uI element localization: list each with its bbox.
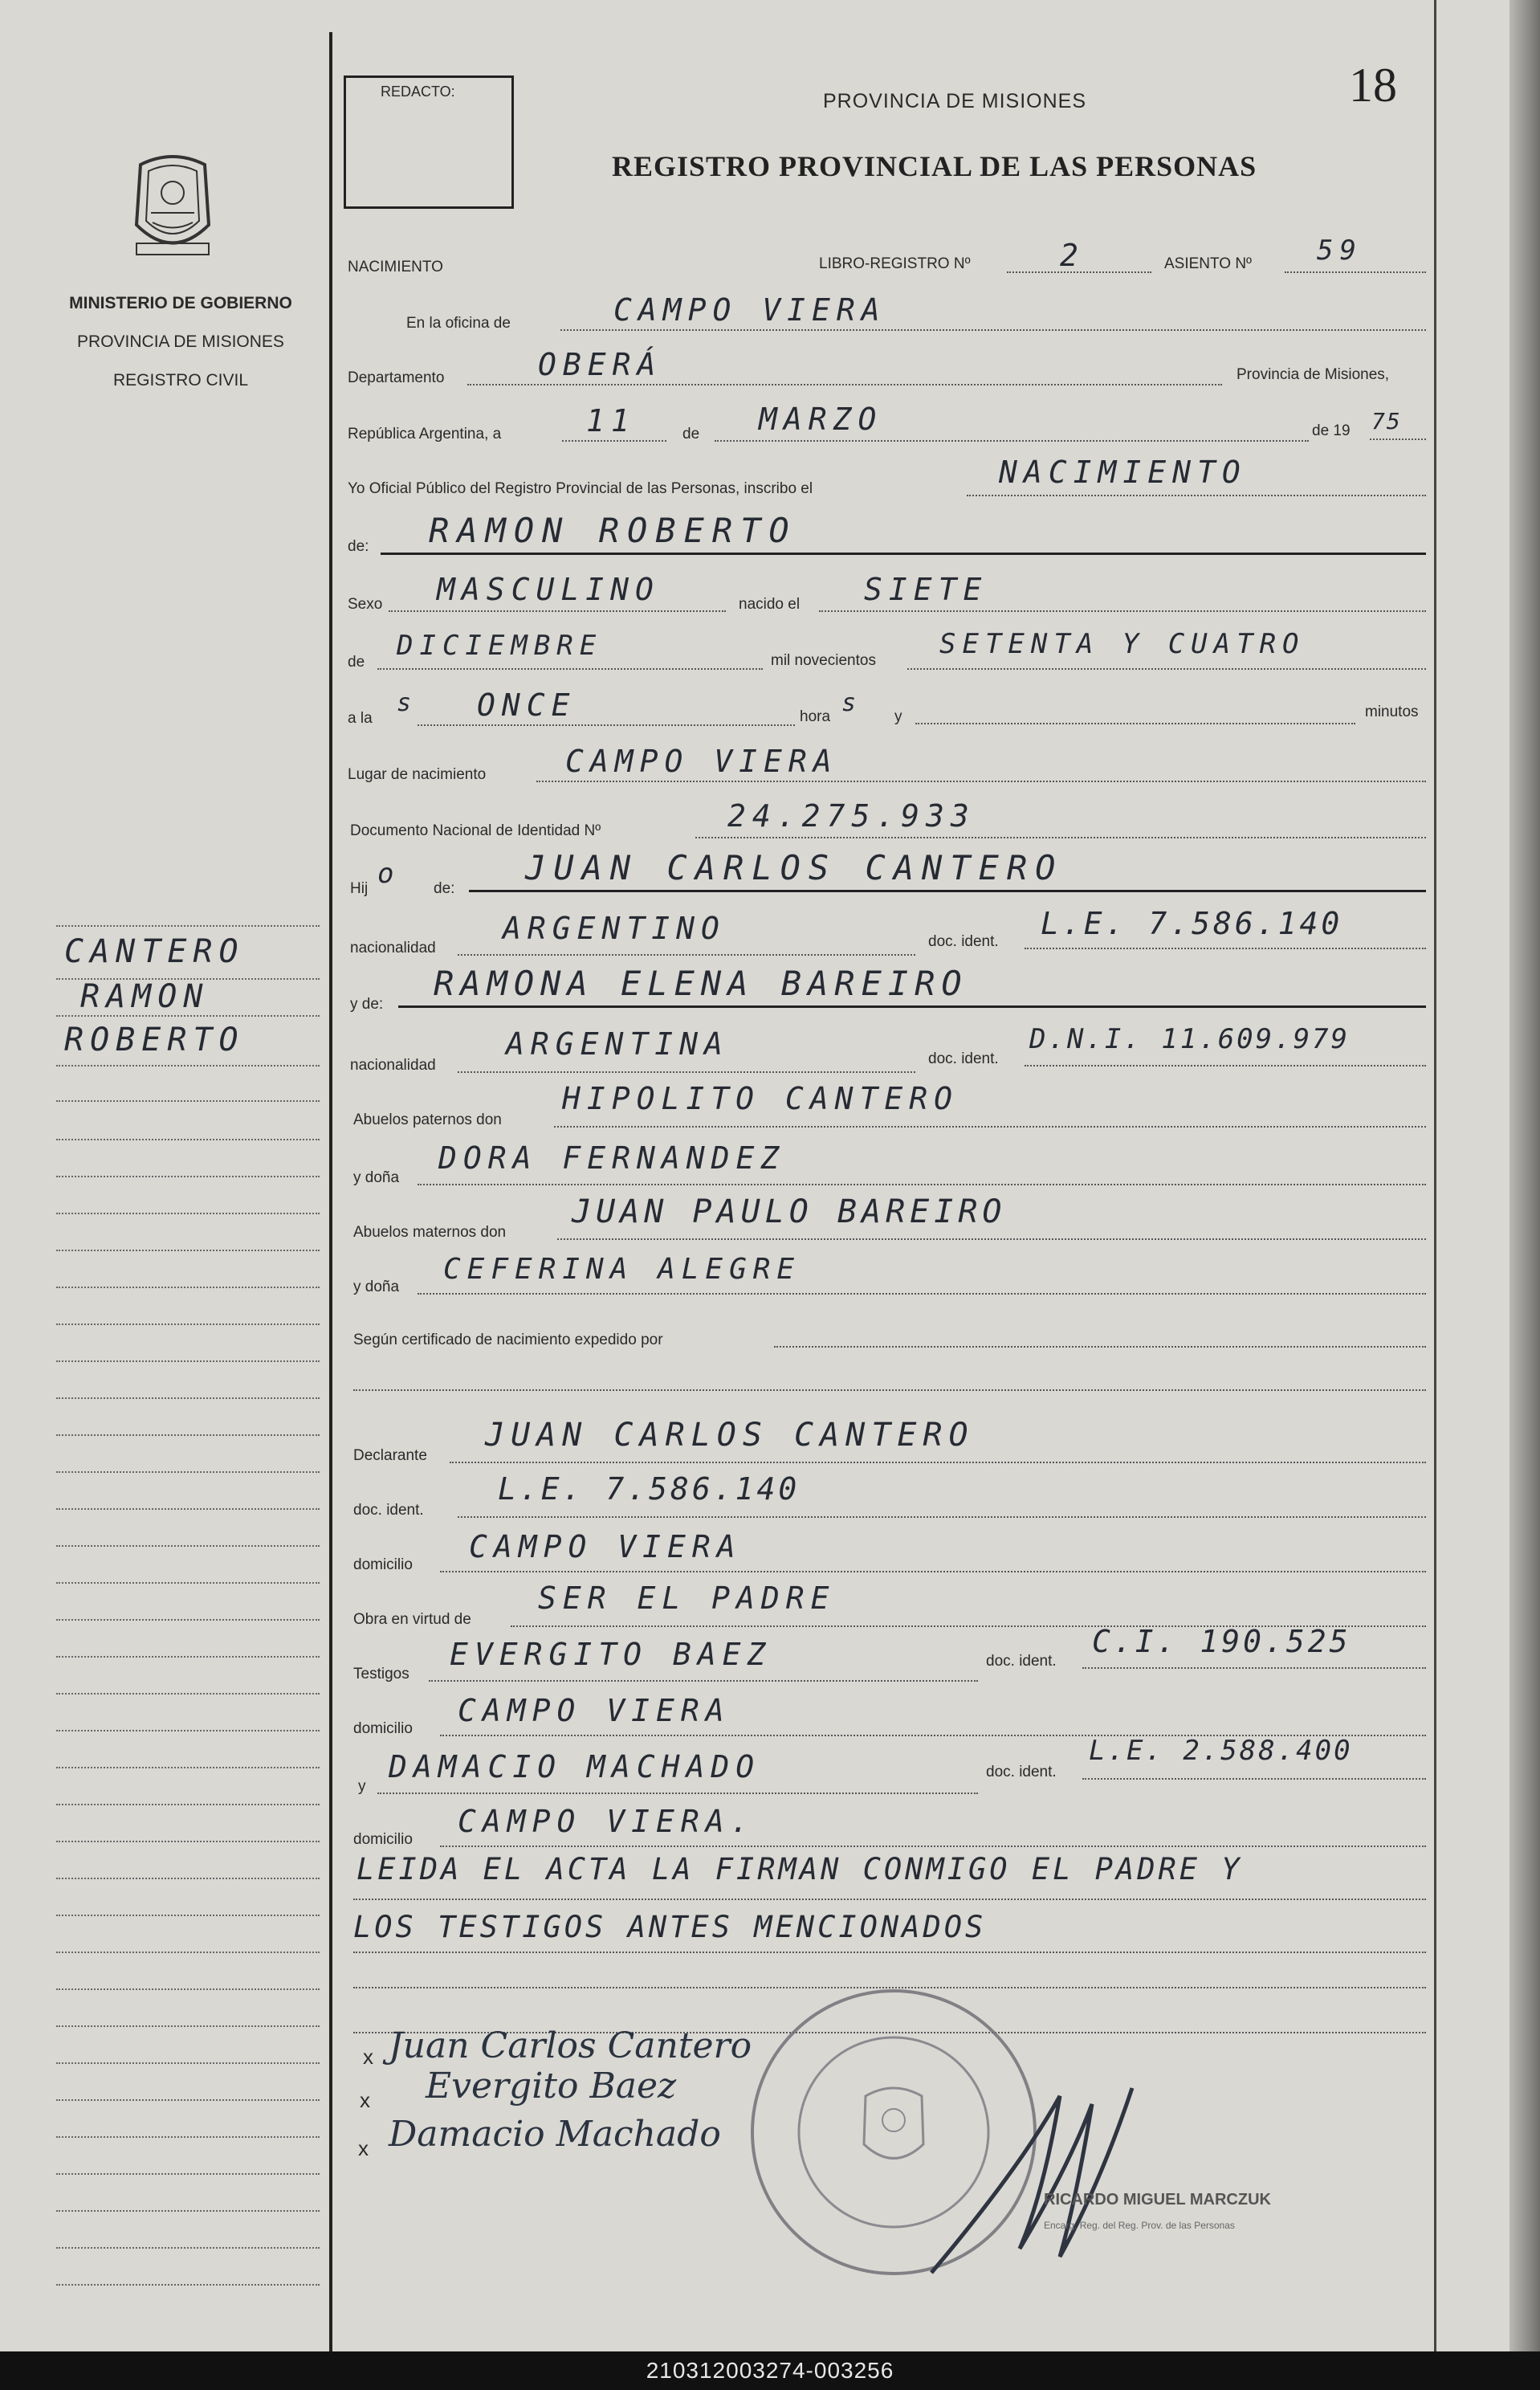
margin-line <box>56 2136 320 2138</box>
testigo2-dom-field <box>440 1846 1426 1847</box>
declarante-doc-value: L.E. 7.586.140 <box>498 1471 801 1507</box>
sexo-label: Sexo <box>348 596 383 613</box>
y2-label: y <box>358 1778 366 1795</box>
sexo-value: MASCULINO <box>437 572 660 607</box>
official-signature-icon <box>923 2072 1164 2281</box>
anio-nac-value: SETENTA Y CUATRO <box>939 628 1306 660</box>
margin-middlename: ROBERTO <box>64 1022 245 1058</box>
margin-line <box>56 1100 320 1102</box>
x-mark-3: x <box>358 2136 369 2160</box>
margin-line <box>56 1582 320 1584</box>
madre-nac-value: ARGENTINA <box>506 1026 729 1062</box>
province-heading: PROVINCIA DE MISIONES <box>823 90 1087 112</box>
testigo2-field <box>377 1792 978 1794</box>
margin-line <box>56 2284 320 2286</box>
nombre-field <box>381 553 1426 555</box>
testigo2-dom-value: CAMPO VIERA. <box>458 1804 756 1839</box>
doc-ident-label: doc. ident. <box>928 933 999 950</box>
margin-line <box>56 1656 320 1658</box>
abuela-mat-value: CEFERINA ALEGRE <box>443 1253 801 1286</box>
margin-line <box>56 1139 320 1140</box>
margin-line <box>56 2025 320 2027</box>
testigo1-doc-value: C.I. 190.525 <box>1092 1624 1351 1659</box>
inscribe-field <box>967 495 1426 496</box>
right-frame-line <box>1434 0 1436 2351</box>
testigo2-value: DAMACIO MACHADO <box>389 1749 761 1784</box>
margin-line <box>56 1015 320 1017</box>
dni-label: Documento Nacional de Identidad Nº <box>350 822 601 839</box>
departamento-label: Departamento <box>348 369 445 386</box>
abuelo-pat-value: HIPOLITO CANTERO <box>562 1081 959 1116</box>
de2-label: de <box>348 654 365 671</box>
testigo2-doc-field <box>1082 1778 1426 1780</box>
margin-line <box>56 1730 320 1731</box>
nacionalidad-label: nacionalidad <box>350 940 436 956</box>
margin-line <box>56 2247 320 2249</box>
y-de-label: y de: <box>350 996 384 1013</box>
libro-value: 2 <box>1060 238 1085 273</box>
declarante-dom-field <box>440 1571 1426 1572</box>
margin-divider <box>329 32 332 2351</box>
testigo2-doc-value: L.E. 2.588.400 <box>1089 1735 1353 1767</box>
dni-field <box>695 837 1426 838</box>
dia-field <box>562 440 666 442</box>
certificado-field <box>774 1346 1426 1348</box>
margin-line <box>56 1434 320 1436</box>
margin-line <box>56 1545 320 1547</box>
nacido-el-label: nacido el <box>739 596 801 613</box>
margin-line <box>56 1619 320 1621</box>
anio-value: 75 <box>1371 408 1402 434</box>
asiento-value: 59 <box>1317 235 1363 267</box>
madre-value: RAMONA ELENA BAREIRO <box>434 964 968 1003</box>
abuela-pat-value: DORA FERNANDEZ <box>438 1140 786 1176</box>
margin-line <box>56 1213 320 1214</box>
padre-nac-field <box>458 954 915 956</box>
abuelo-pat-field <box>554 1126 1426 1128</box>
margin-line <box>56 1397 320 1399</box>
testigo1-value: EVERGITO BAEZ <box>450 1637 772 1672</box>
padre-doc-field <box>1025 948 1426 949</box>
segun-certificado-label: Según certificado de nacimiento expedido por <box>353 1332 663 1348</box>
doc-ident3-label: doc. ident. <box>353 1502 424 1519</box>
y-label: y <box>894 708 902 725</box>
sexo-field <box>389 610 726 612</box>
republica-label: República Argentina, a <box>348 426 502 443</box>
doc-ident4-label: doc. ident. <box>986 1653 1057 1670</box>
libro-label: LIBRO-REGISTRO Nº <box>819 255 971 272</box>
nacionalidad2-label: nacionalidad <box>350 1057 436 1074</box>
de-colon2-label: de: <box>434 880 455 897</box>
yo-oficial-label: Yo Oficial Público del Registro Provincial de las Personas, inscribo el <box>348 480 813 497</box>
certificado-field-2 <box>353 1389 1426 1391</box>
domicilio-label: domicilio <box>353 1556 413 1573</box>
redacto-label: REDACTO: <box>381 84 455 100</box>
madre-doc-value: D.N.I. 11.609.979 <box>1029 1023 1350 1055</box>
asiento-label: ASIENTO Nº <box>1164 255 1252 272</box>
margin-line <box>56 1287 320 1288</box>
ministry-registry: REGISTRO CIVIL <box>112 371 249 389</box>
mes-nac-field <box>377 668 763 670</box>
a-la-suffix: s <box>397 689 418 717</box>
margin-line <box>56 2210 320 2212</box>
minutos-label: minutos <box>1365 704 1419 720</box>
departamento-value: OBERÁ <box>538 347 662 382</box>
margin-line <box>56 1988 320 1990</box>
page-number: 18 <box>1349 59 1397 112</box>
margin-line <box>56 1323 320 1325</box>
margin-line <box>56 1767 320 1768</box>
book-binding-edge <box>1509 0 1540 2351</box>
hora-suffix: s <box>841 689 863 717</box>
signature-witness-1: Evergito Baez <box>426 2066 677 2107</box>
provincia-misiones-label: Provincia de Misiones, <box>1236 366 1390 383</box>
mes-value: MARZO <box>759 402 883 437</box>
margin-line <box>56 2173 320 2175</box>
ministry-province: PROVINCIA DE MISIONES <box>77 332 284 351</box>
de-colon-label: de: <box>348 538 369 555</box>
domicilio2-label: domicilio <box>353 1720 413 1737</box>
mil-novecientos-label: mil novecientos <box>771 652 876 669</box>
official-title: Encarg. Reg. del Reg. Prov. de las Personas <box>1044 2220 1235 2231</box>
padre-nac-value: ARGENTINO <box>503 911 726 946</box>
obra-virtud-label: Obra en virtud de <box>353 1611 471 1628</box>
testigos-label: Testigos <box>353 1666 409 1682</box>
y-dona2-label: y doña <box>353 1279 400 1295</box>
margin-line <box>56 1471 320 1473</box>
anio-nac-field <box>907 668 1426 670</box>
signature-witness-2: Damacio Machado <box>389 2114 721 2155</box>
anio-field <box>1370 438 1426 440</box>
margin-surname: CANTERO <box>64 933 245 970</box>
hora-label: hora <box>800 708 831 725</box>
asiento-field <box>1285 271 1426 273</box>
abuelo-mat-value: JUAN PAULO BAREIRO <box>572 1193 1007 1230</box>
inscribe-value: NACIMIENTO <box>999 455 1247 490</box>
note-line-2 <box>353 1952 1426 1953</box>
abuelo-mat-field <box>557 1238 1426 1240</box>
margin-line <box>56 1250 320 1251</box>
margin-line <box>56 1804 320 1805</box>
y-dona-label: y doña <box>353 1169 400 1186</box>
signature-father: Juan Carlos Cantero <box>389 2025 752 2066</box>
margin-line <box>56 1065 320 1067</box>
margin-line <box>56 1176 320 1177</box>
domicilio3-label: domicilio <box>353 1831 413 1848</box>
margin-line <box>56 925 320 927</box>
abuela-mat-field <box>418 1293 1426 1295</box>
hij-suffix: o <box>377 858 401 890</box>
doc-ident5-label: doc. ident. <box>986 1764 1057 1780</box>
declarante-label: Declarante <box>353 1447 427 1464</box>
de-19-label: de 19 <box>1312 422 1351 439</box>
ministry-title: MINISTERIO DE GOBIERNO <box>69 294 292 312</box>
mes-field <box>715 440 1309 442</box>
margin-line <box>56 1878 320 1879</box>
hij-label: Hij <box>350 880 369 897</box>
declarante-value: JUAN CARLOS CANTERO <box>485 1417 975 1454</box>
coat-of-arms-icon <box>120 149 225 265</box>
x-mark-2: x <box>360 2088 370 2112</box>
padre-value: JUAN CARLOS CANTERO <box>525 848 1064 887</box>
oficina-field <box>560 329 1426 331</box>
mes-nac-value: DICIEMBRE <box>397 630 603 662</box>
oficina-value: CAMPO VIERA <box>613 292 886 328</box>
abuelos-paternos-label: Abuelos paternos don <box>353 1111 502 1128</box>
margin-line <box>56 1693 320 1695</box>
testigo1-doc-field <box>1082 1667 1426 1669</box>
margin-firstname: RAMON <box>80 978 210 1015</box>
hora-value: ONCE <box>477 687 576 723</box>
dia-value: 11 <box>586 403 636 438</box>
madre-field <box>398 1005 1426 1008</box>
obra-virtud-value: SER EL PADRE <box>538 1580 836 1616</box>
testigo1-dom-value: CAMPO VIERA <box>458 1693 731 1728</box>
oficina-label: En la oficina de <box>406 315 511 332</box>
margin-line <box>56 2099 320 2101</box>
a-la-label: a la <box>348 710 373 727</box>
note-line-1-text: LEIDA EL ACTA LA FIRMAN CONMIGO EL PADRE Y <box>356 1852 1243 1886</box>
abuelos-maternos-label: Abuelos maternos don <box>353 1224 507 1241</box>
nacido-value: SIETE <box>864 572 988 607</box>
nacido-field <box>819 610 1426 612</box>
abuela-pat-field <box>418 1184 1426 1185</box>
official-name: RICARDO MIGUEL MARCZUK <box>1044 2191 1271 2209</box>
lugar-field <box>536 781 1426 782</box>
testigo1-field <box>429 1680 978 1682</box>
madre-doc-field <box>1025 1065 1426 1067</box>
minutos-field <box>915 723 1355 724</box>
margin-line <box>56 2062 320 2064</box>
declarante-dom-value: CAMPO VIERA <box>469 1529 742 1564</box>
hora-field <box>418 724 795 726</box>
margin-line <box>56 1952 320 1953</box>
declarante-field <box>450 1462 1426 1463</box>
lugar-value: CAMPO VIERA <box>565 744 838 779</box>
dni-value: 24.275.933 <box>727 798 976 834</box>
nacimiento-label: NACIMIENTO <box>348 259 443 275</box>
margin-line <box>56 1508 320 1510</box>
margin-line <box>56 1915 320 1916</box>
registry-title: REGISTRO PROVINCIAL DE LAS PERSONAS <box>612 150 1257 182</box>
note-line-1 <box>353 1899 1426 1900</box>
lugar-label: Lugar de nacimiento <box>348 766 487 783</box>
padre-doc-value: L.E. 7.586.140 <box>1041 906 1343 941</box>
footer-bar <box>0 2351 1540 2390</box>
de-label: de <box>682 426 700 443</box>
madre-nac-field <box>458 1071 915 1073</box>
departamento-field <box>467 384 1222 385</box>
padre-field <box>469 890 1426 892</box>
margin-line <box>56 1841 320 1842</box>
nombre-value: RAMON ROBERTO <box>429 511 797 550</box>
doc-ident2-label: doc. ident. <box>928 1050 999 1067</box>
x-mark-1: x <box>363 2045 373 2069</box>
note-line-2-text: LOS TESTIGOS ANTES MENCIONADOS <box>353 1910 987 1944</box>
image-id-label: 210312003274-003256 <box>646 2358 894 2383</box>
margin-line <box>56 1360 320 1362</box>
declarante-doc-field <box>458 1516 1426 1518</box>
